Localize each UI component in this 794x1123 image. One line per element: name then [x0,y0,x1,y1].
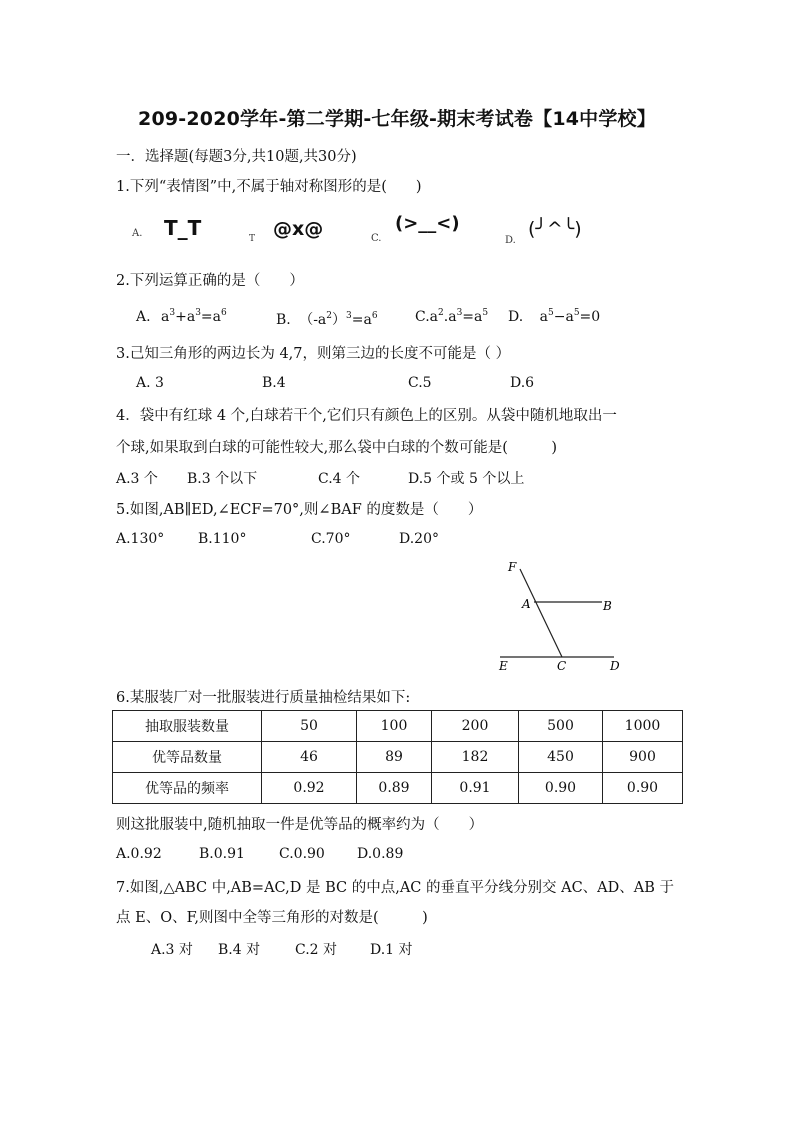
option-c-letter: C. [371,233,382,244]
question-7-line-2: 点 E、O、F,则图中全等三角形的对数是( ) [116,910,428,926]
table-cell: 200 [432,711,519,742]
expr-part: a [161,309,170,325]
parallel-lines-figure [490,556,630,676]
question-2-option-a [136,309,227,325]
question-4-option-a: A.3 个 [116,471,158,487]
label-a: A [522,597,531,611]
exponent: 3 [169,308,176,318]
exponent: 6 [221,308,227,318]
table-cell: 0.90 [519,773,603,804]
question-7-option-a: A.3 对 [151,942,193,958]
exponent: 2 [326,311,333,321]
exponent: 5 [548,308,554,318]
table-cell: 0.89 [357,773,432,804]
question-6-option-a: A.0.92 [116,846,162,862]
page-title: 209-2020学年-第二学期-七年级-期末考试卷【14中学校】 [138,108,656,130]
question-6-option-b: B.0.91 [199,846,245,862]
option-d-letter: D. [505,235,516,246]
expr-part: a [539,309,548,325]
question-6-option-c: C.0.90 [279,846,325,862]
table-cell: 46 [262,742,357,773]
question-4-option-b: B.3 个以下 [187,471,258,487]
expr-part: （-a [299,312,327,328]
question-6-stem: 6.某服装厂对一批服装进行质量抽检结果如下: [116,690,411,706]
table-cell: 500 [519,711,603,742]
table-cell: 优等品的频率 [113,773,262,804]
expr-part: =0 [579,309,601,325]
expr-part: +a [175,309,196,325]
question-4-line-2: 个球,如果取到白球的可能性较大,那么袋中白球的个数可能是( ) [116,440,558,456]
expr-part: −a [553,309,574,325]
question-5-option-c: C.70° [311,531,351,547]
question-3-option-c: C.5 [408,375,432,391]
question-6-option-d: D.0.89 [357,846,404,862]
question-3-option-d: D.6 [510,375,535,391]
question-5-option-a: A.130° [116,531,165,547]
option-label: B. [276,312,291,328]
table-cell: 89 [357,742,432,773]
exponent: 3 [195,308,201,318]
question-2-stem: 2.下列运算正确的是（ ） [116,273,304,289]
option-b-letter: T [249,234,256,244]
question-3-stem: 3.己知三角形的两边长为 4,7，则第三边的长度不可能是（ ） [116,346,511,362]
expr-part: ） [332,312,347,328]
question-5-option-d: D.20° [399,531,439,547]
option-label: A. [136,309,151,325]
option-label: C. [415,309,430,325]
table-row [113,773,683,804]
expr-part: a [429,309,439,325]
label-b: B [603,599,612,613]
expr-part: =a [462,309,483,325]
question-3-option-b: B.4 [262,375,286,391]
option-a-emoticon: T_T [164,216,202,240]
table-cell: 0.90 [603,773,683,804]
question-5-option-b: B.110° [198,531,247,547]
expr-part: .a [443,309,457,325]
question-4-option-c: C.4 个 [318,471,361,487]
exponent: 3 [346,311,352,321]
table-cell: 182 [432,742,519,773]
expr-part: =a [351,312,372,328]
table-row [113,742,683,773]
exponent: 5 [482,308,489,318]
option-a-letter: A. [132,228,143,239]
table-cell: 50 [262,711,357,742]
question-3-option-a: A. 3 [136,375,164,391]
exponent: 2 [438,308,444,318]
label-d: D [610,659,620,673]
option-label: D. [508,309,524,325]
question-7-option-d: D.1 对 [370,942,413,958]
transversal-line-fc [520,569,562,657]
table-row [113,711,683,742]
exponent: 5 [573,308,580,318]
question-2-option-b [276,309,378,329]
option-b-emoticon: @x@ [273,218,324,240]
option-d-emoticon: (╯^╰) [528,218,582,240]
question-4-option-d: D.5 个或 5 个以上 [408,471,525,487]
table-cell: 0.92 [262,773,357,804]
table-cell: 450 [519,742,603,773]
section-heading: 一．选择题(每题3分,共10题,共30分) [116,149,357,165]
table-cell: 优等品数量 [113,742,262,773]
question-2-option-c [415,309,488,325]
question-2-option-d [508,309,600,325]
table-cell: 900 [603,742,683,773]
exponent: 6 [371,311,378,321]
question-6-question: 则这批服装中,随机抽取一件是优等品的概率约为（ ） [116,817,484,833]
question-5-stem: 5.如图,AB∥ED,∠ECF=70°,则∠BAF 的度数是（ ） [116,502,483,518]
table-cell: 抽取服装数量 [113,711,262,742]
table-cell: 0.91 [432,773,519,804]
table-cell: 1000 [603,711,683,742]
exponent: 3 [456,308,463,318]
label-e: E [499,659,508,673]
label-f: F [508,560,517,574]
question-4-line-1: 4．袋中有红球 4 个,白球若干个,它们只有颜色上的区别。从袋中随机地取出一 [116,408,617,424]
quality-check-table [112,710,683,804]
option-c-emoticon: (>__<) [395,213,460,234]
table-cell: 100 [357,711,432,742]
question-7-option-c: C.2 对 [295,942,338,958]
question-7-option-b: B.4 对 [218,942,261,958]
question-7-line-1: 7.如图,△ABC 中,AB=AC,D 是 BC 的中点,AC 的垂直平分线分别交 AC、AD、AB 于 [116,880,675,896]
label-c: C [557,659,567,673]
expr-part: =a [200,309,221,325]
question-1-stem: 1.下列“表情图”中,不属于轴对称图形的是( ) [116,179,422,195]
